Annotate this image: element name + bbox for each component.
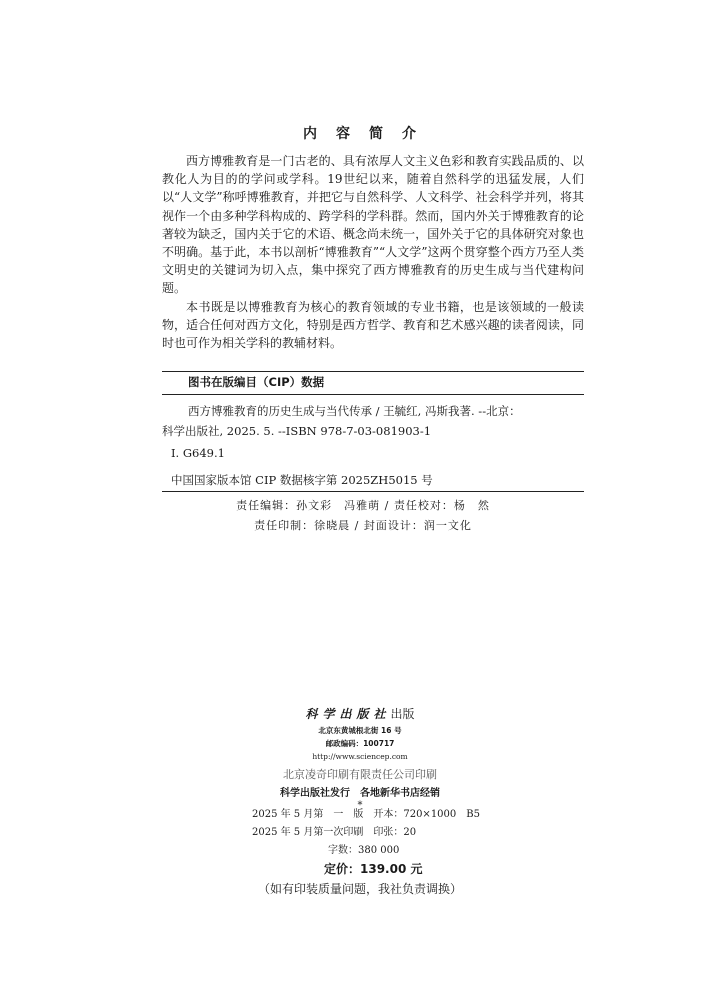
edition-line: 2025 年 5 月第 一 版 开本：720×1000 B5 [252,809,480,820]
responsible-editors [0,496,720,536]
page-title [0,123,720,143]
publisher-website: http://www.sciencep.com [312,752,408,761]
cip-line: 西方博雅教育的历史生成与当代传承 / 王毓红, 冯斯我著. --北京： [188,404,521,418]
title-char: 介 [402,126,417,142]
publisher-name [0,705,720,722]
editor-line: 责任编辑：孙文彩 冯雅萌 / 责任校对：杨 然 [236,499,490,512]
title-char: 内 [303,126,318,142]
summary-paragraph: 西方博雅教育是一门古老的、具有浓厚人文主义色彩和教育实践品质的、以教化人为目的的学问或学科。19世纪以来，随着自然科学的迅猛发展，人们以“人文学”称呼博雅教育，并把它与自然科学、人文科学、社会科学并列，将其视作一个由多种学科构成的、跨学科的学科群。然而，国内外关于博雅教育的论著较为缺乏，国内关于它的术语、概念尚未统一，国外关于它的具体研究对象也不明确。基于此，本书以剖析“博雅教育”“人文学”这两个贯穿整个西方乃至人类文明史的关键词为切入点，集中探究了西方博雅教育的历史生成与当代建构问题。 [162,154,584,296]
printing-line: 2025 年 5 月第一次印刷 印张：20 [252,827,417,838]
cip-classification: Ⅰ. G649.1 [171,446,225,460]
editor-line: 责任印制：徐晓晨 / 封面设计：润一文化 [254,519,472,532]
printer: 北京凌奇印刷有限责任公司印刷 [283,768,437,781]
price: 定价：139.00 元 [324,862,423,876]
publisher-block [0,705,720,811]
cip-description [162,401,584,441]
publisher-calligraphy: 科学出版社 [305,707,391,721]
quality-notice: （如有印装质量问题，我社负责调换） [257,882,462,896]
summary-paragraph: 本书既是以博雅教育为核心的教育领域的专业书籍，也是该领域的一般读物，适合任何对西方文化，特别是西方哲学、教育和艺术感兴趣的读者阅读，同时也可作为相关学科的教辅材料。 [162,299,584,351]
title-char: 容 [336,126,351,142]
publisher-suffix: 出版 [390,707,415,721]
cip-record-number: 中国国家版本馆 CIP 数据核字第 2025ZH5015 号 [171,473,433,487]
separator-star: * [357,800,363,811]
publisher-postcode: 邮政编码：100717 [325,739,395,748]
content-summary [162,152,584,352]
publisher-address: 北京东黄城根北街 16 号 [318,726,402,735]
title-char: 简 [369,126,384,142]
edition-specs [252,806,480,878]
word-count: 字数：380 000 [328,845,400,856]
cip-line: 科学出版社, 2025. 5. --ISBN 978-7-03-081903-1 [162,424,432,438]
divider [162,394,584,395]
cip-heading: 图书在版编目（CIP）数据 [188,375,325,389]
divider [162,371,584,372]
divider [162,491,584,492]
distribution: 科学出版社发行 各地新华书店经销 [280,788,440,799]
